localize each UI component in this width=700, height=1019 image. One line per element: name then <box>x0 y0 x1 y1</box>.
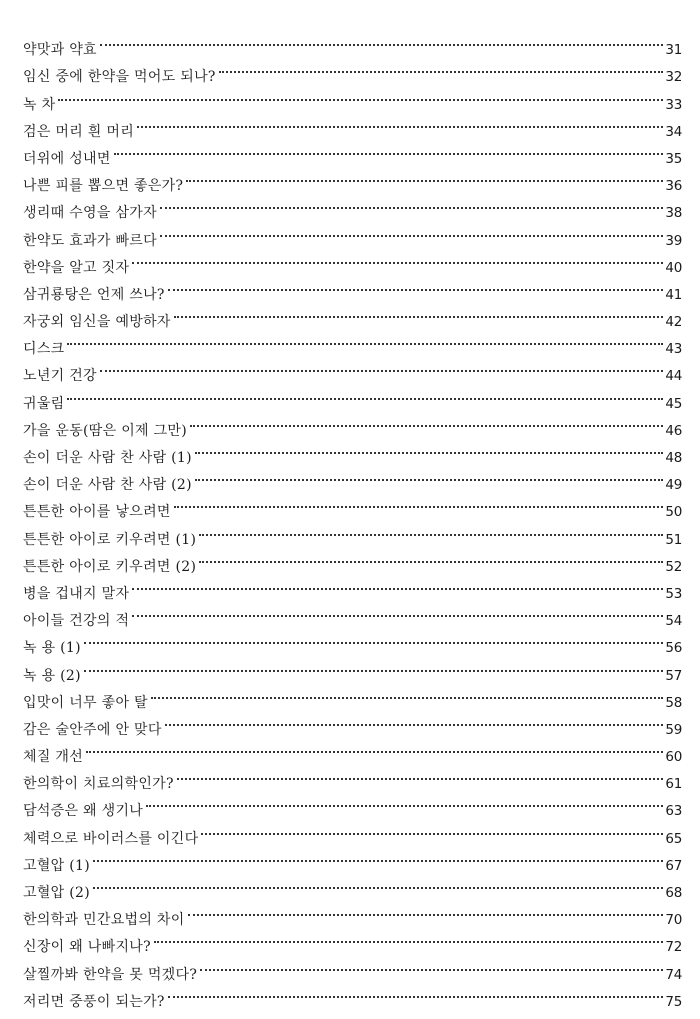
toc-entry <box>23 897 682 929</box>
toc-entry-page-number: 63 <box>665 803 682 820</box>
dot-leader <box>168 979 664 1006</box>
toc-entry-title: 손이 더운 사람 찬 사람 (1) <box>23 450 192 466</box>
toc-entry-title: 녹 차 <box>23 96 56 113</box>
toc-entry-title: 저리면 중풍이 되는가? <box>23 993 165 1010</box>
dot-leader <box>132 571 663 598</box>
toc-entry-title: 살찔까봐 한약을 못 먹겠다? <box>23 966 198 983</box>
toc-entry-page-number: 31 <box>665 42 682 59</box>
toc-entry-title: 병을 겁내지 말자 <box>23 585 130 602</box>
dot-leader <box>174 489 664 516</box>
dot-leader <box>100 27 664 54</box>
toc-entry-title: 아이들 건강의 적 <box>23 613 130 630</box>
dot-leader <box>195 462 664 489</box>
table-of-contents <box>23 27 682 1010</box>
toc-entry-page-number: 58 <box>665 694 682 711</box>
toc-entry-page-number: 74 <box>665 966 682 983</box>
toc-entry-title: 튼튼한 아이를 낳으려면 <box>23 504 171 521</box>
toc-entry <box>23 734 682 766</box>
toc-entry-page-number: 32 <box>665 69 682 86</box>
toc-entry-title: 임신 중에 한약을 먹어도 되나? <box>23 69 216 86</box>
dot-leader <box>219 54 664 81</box>
dot-leader <box>146 788 663 815</box>
toc-entry-page-number: 44 <box>665 368 682 385</box>
toc-entry-page-number: 51 <box>665 531 682 548</box>
toc-entry-title: 한약도 효과가 빠르다 <box>23 232 157 249</box>
dot-leader <box>67 380 663 407</box>
toc-entry <box>23 54 682 86</box>
toc-entry-title: 손이 더운 사람 찬 사람 (2) <box>23 477 192 494</box>
dot-leader <box>132 245 663 272</box>
toc-entry-page-number: 34 <box>665 123 682 140</box>
toc-entry-page-number: 43 <box>665 341 682 358</box>
toc-entry-page-number: 68 <box>665 885 682 901</box>
toc-entry-page-number: 41 <box>665 286 682 303</box>
dot-leader <box>93 843 663 870</box>
toc-entry <box>23 408 682 439</box>
toc-entry <box>23 680 682 711</box>
toc-entry-page-number: 56 <box>665 640 682 657</box>
toc-entry-page-number: 57 <box>665 667 682 684</box>
toc-entry-title: 고혈압 (2) <box>23 885 90 901</box>
toc-entry-title: 한약을 알고 짓자 <box>23 259 130 276</box>
dot-leader <box>93 870 663 897</box>
toc-entry <box>23 81 682 113</box>
toc-entry-title: 한의학이 치료의학인가? <box>23 776 174 793</box>
toc-entry-page-number: 67 <box>665 857 682 874</box>
toc-entry <box>23 109 682 140</box>
dot-leader <box>186 163 663 190</box>
toc-entry-page-number: 65 <box>665 830 682 847</box>
toc-entry-title: 신장이 왜 나빠지나? <box>23 939 151 956</box>
dot-leader <box>154 924 664 951</box>
toc-entry-page-number: 52 <box>665 558 682 575</box>
toc-entry <box>23 163 682 195</box>
toc-entry-title: 자궁외 임신을 예방하자 <box>23 314 171 331</box>
dot-leader <box>165 707 664 734</box>
dot-leader <box>58 81 663 108</box>
toc-entry <box>23 136 682 167</box>
toc-entry-page-number: 39 <box>665 232 682 249</box>
dot-leader <box>160 217 663 244</box>
toc-entry <box>23 380 682 412</box>
toc-entry-page-number: 46 <box>665 422 682 439</box>
dot-leader <box>114 136 664 163</box>
dot-leader <box>84 652 664 679</box>
dot-leader <box>190 408 663 435</box>
toc-entry-page-number: 72 <box>665 939 682 956</box>
toc-entry <box>23 326 682 358</box>
toc-entry <box>23 625 682 657</box>
dot-leader <box>86 734 663 761</box>
dot-leader <box>168 272 664 299</box>
dot-leader <box>177 761 664 788</box>
toc-entry-title: 녹 용 (2) <box>23 667 81 684</box>
toc-entry <box>23 761 682 793</box>
toc-entry <box>23 353 682 385</box>
toc-entry-title: 더위에 성내면 <box>23 150 111 167</box>
toc-entry-page-number: 49 <box>665 477 682 494</box>
toc-entry-page-number: 50 <box>665 504 682 521</box>
dot-leader <box>199 544 663 571</box>
dot-leader <box>67 326 663 353</box>
toc-entry-page-number: 33 <box>665 96 682 113</box>
toc-entry-title: 체질 개선 <box>23 749 84 766</box>
toc-entry-page-number: 53 <box>665 585 682 602</box>
dot-leader <box>200 951 663 978</box>
toc-entry-title: 약맛과 약효 <box>23 42 97 59</box>
toc-entry-title: 감은 술안주에 안 맞다 <box>23 721 162 738</box>
toc-entry <box>23 27 682 59</box>
toc-entry-page-number: 40 <box>665 259 682 276</box>
toc-entry-title: 노년기 건강 <box>23 368 97 385</box>
dot-leader <box>137 109 663 136</box>
dot-leader <box>84 625 664 652</box>
toc-entry-page-number: 42 <box>665 314 682 331</box>
toc-entry-title: 녹 용 (1) <box>23 640 81 657</box>
toc-entry-page-number: 59 <box>665 721 682 738</box>
toc-entry-title: 담석증은 왜 생기나 <box>23 803 144 820</box>
dot-leader <box>132 598 663 625</box>
toc-entry-page-number: 48 <box>665 450 682 466</box>
toc-entry-title: 입맛이 너무 좋아 탈 <box>23 694 148 711</box>
toc-entry-page-number: 70 <box>665 912 682 929</box>
toc-entry-page-number: 36 <box>665 178 682 195</box>
dot-leader <box>188 897 664 924</box>
dot-leader <box>195 435 664 462</box>
toc-entry-page-number: 38 <box>665 205 682 222</box>
toc-entry-title: 한의학과 민간요법의 차이 <box>23 912 185 929</box>
dot-leader <box>160 190 663 217</box>
toc-entry-page-number: 35 <box>665 150 682 167</box>
toc-entry-page-number: 61 <box>665 776 682 793</box>
toc-entry-page-number: 60 <box>665 749 682 766</box>
toc-entry-title: 디스크 <box>23 341 65 358</box>
toc-entry <box>23 870 682 901</box>
toc-entry-page-number: 45 <box>665 395 682 412</box>
toc-entry-page-number: 54 <box>665 613 682 630</box>
toc-entry-title: 생리때 수영을 삼가자 <box>23 205 157 222</box>
toc-entry <box>23 652 682 684</box>
toc-entry-page-number: 75 <box>665 993 682 1010</box>
toc-entry-title: 체력으로 바이러스를 이긴다 <box>23 830 199 847</box>
toc-entry <box>23 843 682 874</box>
dot-leader <box>174 299 664 326</box>
toc-entry-title: 귀울림 <box>23 395 65 412</box>
dot-leader <box>199 516 663 543</box>
toc-entry-title: 나쁜 피를 뽑으면 좋은가? <box>23 178 184 195</box>
dot-leader <box>100 353 664 380</box>
toc-entry-title: 가을 운동(땀은 이제 그만) <box>23 422 188 439</box>
dot-leader <box>151 680 664 707</box>
toc-entry-title: 삼귀룡탕은 언제 쓰나? <box>23 286 165 303</box>
toc-entry-title: 고혈압 (1) <box>23 857 90 874</box>
toc-entry-title: 튼튼한 아이로 키우려면 (1) <box>23 531 197 548</box>
toc-entry-title: 튼튼한 아이로 키우려면 (2) <box>23 558 197 575</box>
toc-entry-title: 검은 머리 흰 머리 <box>23 123 135 140</box>
dot-leader <box>201 815 663 842</box>
